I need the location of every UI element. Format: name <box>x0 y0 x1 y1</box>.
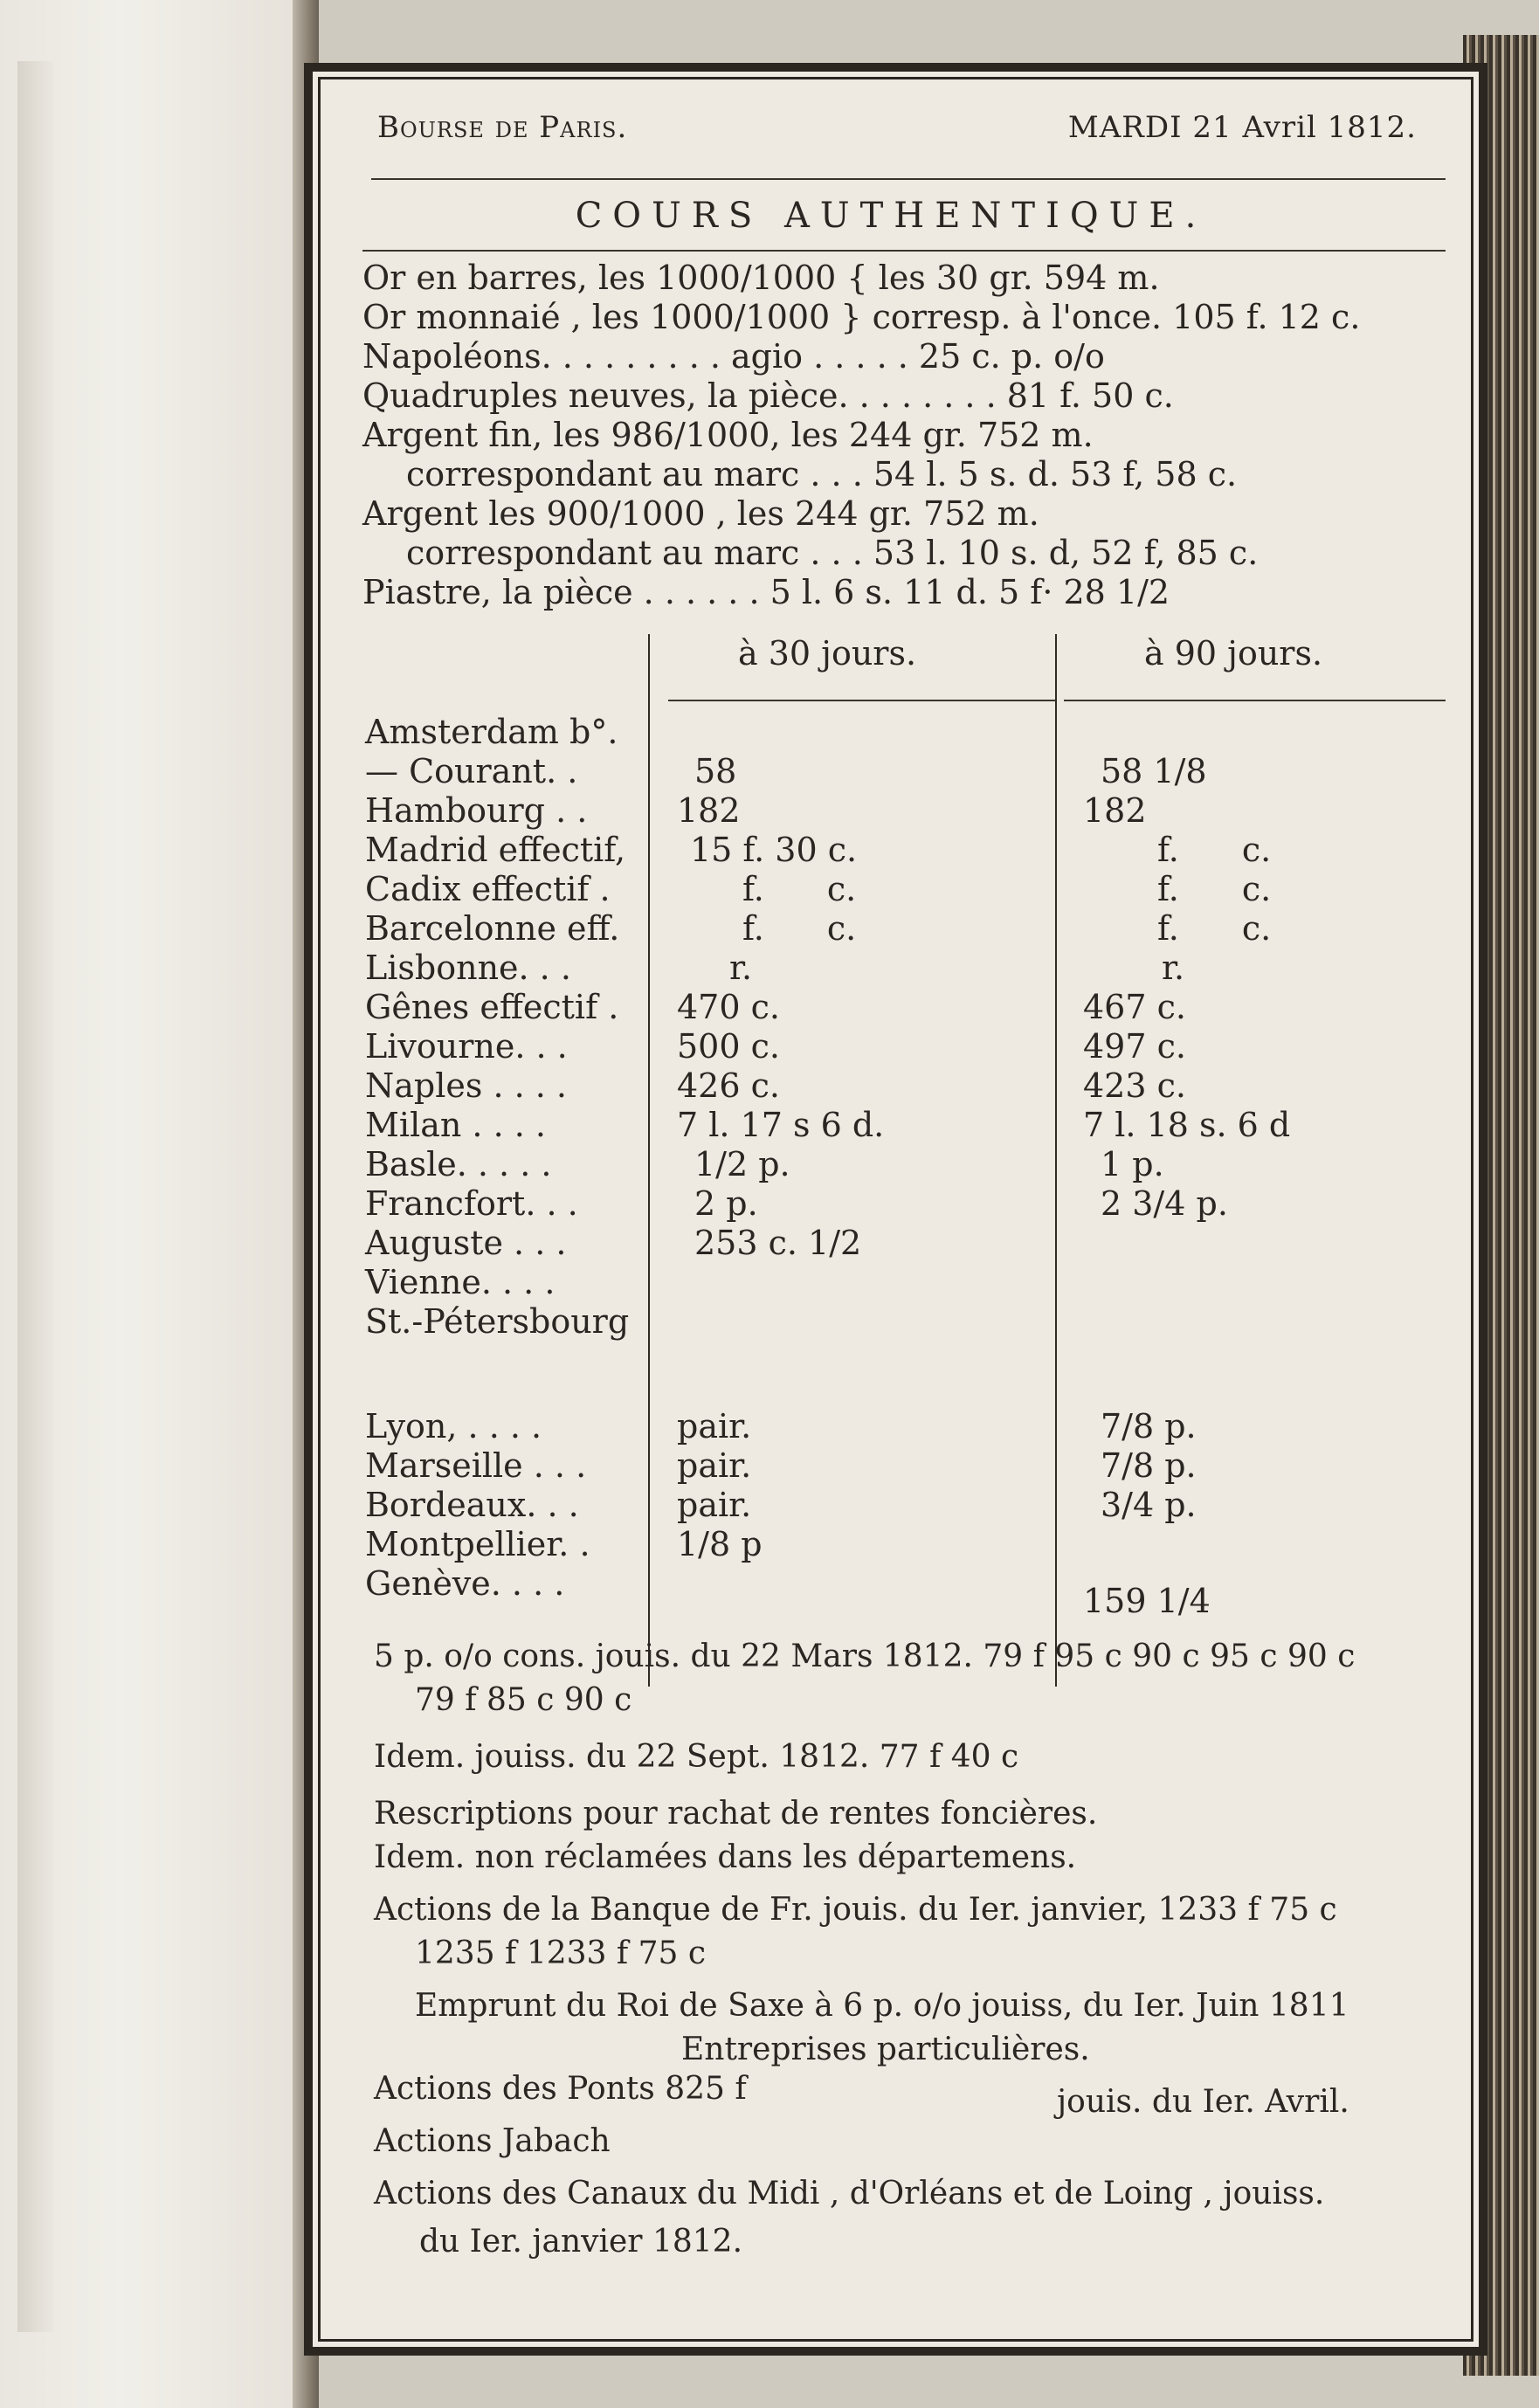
city-name: Montpellier. . <box>365 1525 590 1563</box>
city-name: Amsterdam b°. <box>365 713 618 751</box>
rate-30: 182 <box>677 791 741 830</box>
rate-30: 500 c. <box>677 1027 780 1066</box>
rate-30: 426 c. <box>677 1066 780 1105</box>
metal-line: Or monnaié , les 1000/1000 } corresp. à l'once. 105 f. 12 c. <box>362 298 1361 336</box>
column-divider <box>1055 634 1057 1687</box>
city-name: Madrid effectif, <box>365 831 626 869</box>
col-90-days: à 90 jours. <box>1144 634 1323 673</box>
section-heading: Entreprises particulières. <box>681 2032 1090 2067</box>
city-name: Genève. . . . <box>365 1564 565 1603</box>
city-name: Hambourg . . <box>365 791 588 830</box>
city-name: Milan . . . . <box>365 1106 546 1144</box>
column-divider <box>648 634 650 1687</box>
rate-90: 7 l. 18 s. 6 d <box>1083 1106 1291 1144</box>
city-name: Livourne. . . <box>365 1027 568 1066</box>
rate-30: pair. <box>677 1407 752 1445</box>
rate-90: f. c. <box>1157 870 1272 908</box>
rentes-line: Emprunt du Roi de Saxe à 6 p. o/o jouiss, du Ier. Juin 1811 <box>415 1988 1349 2024</box>
rate-90: 7/8 p. <box>1101 1407 1197 1445</box>
rate-90: 182 <box>1083 791 1147 830</box>
rate-30: 470 c. <box>677 988 780 1026</box>
city-name: Francfort. . . <box>365 1184 578 1223</box>
rate-30: 1/2 p. <box>694 1145 790 1183</box>
header-date: MARDI 21 Avril 1812. <box>1067 110 1417 145</box>
city-name: Cadix effectif . <box>365 870 611 908</box>
rate-30: 58 <box>694 752 737 790</box>
rate-90: 159 1/4 <box>1083 1582 1211 1620</box>
col-90-rule <box>1064 700 1446 701</box>
rentes-line: jouis. du Ier. Avril. <box>1057 2084 1349 2120</box>
facing-page <box>0 0 301 2408</box>
city-name: — Courant. . <box>365 752 578 790</box>
title-rule <box>362 250 1446 252</box>
city-name: Barcelonne eff. <box>365 909 620 948</box>
rate-90: 7/8 p. <box>1101 1446 1197 1485</box>
rate-30: 7 l. 17 s 6 d. <box>677 1106 885 1144</box>
rentes-line: Rescriptions pour rachat de rentes foncières. <box>374 1796 1098 1832</box>
rate-90: 1 p. <box>1101 1145 1164 1183</box>
metal-line: Argent fin, les 986/1000, les 244 gr. 752 m. <box>362 416 1094 454</box>
col-30-rule <box>668 700 1057 701</box>
rate-30: pair. <box>677 1446 752 1485</box>
page-content <box>323 84 1459 2320</box>
rate-90: 467 c. <box>1083 988 1186 1026</box>
city-name: Auguste . . . <box>365 1224 567 1262</box>
city-name: Marseille . . . <box>365 1446 587 1485</box>
rate-30: r. <box>729 949 753 987</box>
metal-line: correspondant au marc . . . 54 l. 5 s. d. 53 f, 58 c. <box>406 455 1238 493</box>
rate-30: 253 c. 1/2 <box>694 1224 862 1262</box>
metal-line: correspondant au marc . . . 53 l. 10 s. d, 52 f, 85 c. <box>406 534 1259 572</box>
metal-line: Piastre, la pièce . . . . . . 5 l. 6 s. 11 d. 5 f· 28 1/2 <box>362 573 1170 611</box>
rate-30: 2 p. <box>694 1184 758 1223</box>
rate-90: 497 c. <box>1083 1027 1186 1066</box>
rate-30: 1/8 p <box>677 1525 763 1563</box>
rate-90: 423 c. <box>1083 1066 1186 1105</box>
city-name: Gênes effectif . <box>365 988 619 1026</box>
city-name: St.-Pétersbourg <box>365 1302 630 1341</box>
header-rule <box>371 178 1446 180</box>
city-name: Vienne. . . . <box>365 1263 556 1301</box>
rentes-line: Actions Jabach <box>374 2123 611 2159</box>
city-name: Naples . . . . <box>365 1066 568 1105</box>
rentes-line: Actions de la Banque de Fr. jouis. du Ier. janvier, 1233 f 75 c <box>374 1892 1337 1928</box>
rate-90: 3/4 p. <box>1101 1486 1197 1524</box>
rentes-line: Idem. non réclamées dans les départemens. <box>374 1839 1077 1875</box>
rentes-line: 5 p. o/o cons. jouis. du 22 Mars 1812. 79 f 95 c 90 c 95 c 90 c <box>374 1639 1356 1674</box>
city-name: Lisbonne. . . <box>365 949 571 987</box>
rentes-line: Actions des Canaux du Midi , d'Orléans et de Loing , jouiss. <box>374 2176 1325 2211</box>
metal-line: Napoléons. . . . . . . . . agio . . . . . 25 c. p. o/o <box>362 337 1105 376</box>
rate-90: f. c. <box>1157 909 1272 948</box>
rentes-line: 79 f 85 c 90 c <box>415 1682 632 1718</box>
city-name: Basle. . . . . <box>365 1145 552 1183</box>
rate-30: f. c. <box>742 870 857 908</box>
rentes-line: du Ier. janvier 1812. <box>419 2224 743 2260</box>
city-name: Bordeaux. . . <box>365 1486 579 1524</box>
rate-90: f. c. <box>1157 831 1272 869</box>
page-title: COURS AUTHENTIQUE. <box>575 196 1207 236</box>
metal-line: Or en barres, les 1000/1000 { les 30 gr. 594 m. <box>362 259 1160 297</box>
rate-30: f. c. <box>742 909 857 948</box>
metal-line: Quadruples neuves, la pièce. . . . . . . . 81 f. 50 c. <box>362 376 1174 415</box>
rate-90: 2 3/4 p. <box>1101 1184 1228 1223</box>
rentes-line: Idem. jouiss. du 22 Sept. 1812. 77 f 40 c <box>374 1739 1019 1775</box>
rate-90: 58 1/8 <box>1101 752 1207 790</box>
rentes-line: 1235 f 1233 f 75 c <box>415 1935 707 1971</box>
rentes-line: Actions des Ponts 825 f <box>374 2071 747 2107</box>
rate-30: 15 f. 30 c. <box>690 831 858 869</box>
col-30-days: à 30 jours. <box>738 634 917 673</box>
city-name: Lyon, . . . . <box>365 1407 542 1445</box>
header-left: Bourse de Paris. <box>377 110 628 145</box>
metal-line: Argent les 900/1000 , les 244 gr. 752 m. <box>362 494 1039 533</box>
rate-30: pair. <box>677 1486 752 1524</box>
rate-90: r. <box>1162 949 1185 987</box>
